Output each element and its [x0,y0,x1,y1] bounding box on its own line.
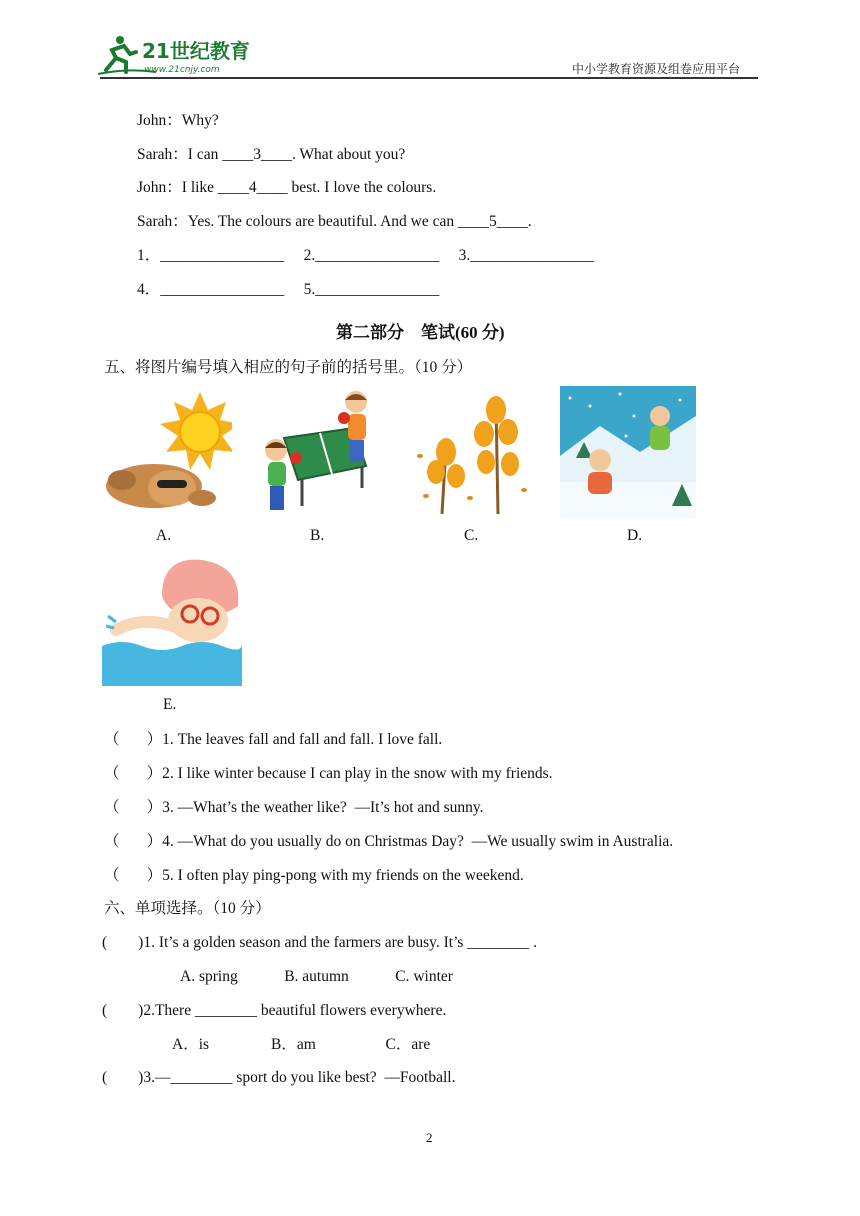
dialogue-line: Sarah：Yes. The colours are beautiful. And we can ____5____. [137,213,532,230]
section6-instruction: 六、单项选择。（10 分） [104,900,271,917]
picture-label: D. [627,527,643,544]
question-2-options: A．is B．am C．are [172,1036,431,1053]
matching-item: （ ）2. I like winter because I can play in the snow with my friends. [104,765,553,782]
snow-play-kids-icon [560,386,696,518]
question-3: ( )3.—________ sport do you like best? —Football. [102,1069,456,1086]
answer-line-row: 1．________________ 2.________________ 3.________________ [137,247,595,264]
dialogue-line: Sarah：I can ____3____. What about you? [137,146,406,163]
picture-e [102,556,242,686]
question-1: ( )1. It’s a golden season and the farmers are busy. It’s ________ . [102,934,538,951]
picture-label: E. [163,696,177,713]
platform-label: 中小学教育资源及组卷应用平台 [572,62,741,76]
dialogue-line: John：I like ____4____ best. I love the colours. [137,179,437,196]
page-number: 2 [426,1130,433,1145]
matching-item: （ ）4. —What do you usually do on Christmas Day? —We usually swim in Australia. [104,833,674,850]
matching-item: （ ）3. —What’s the weather like? —It’s hot and sunny. [104,799,484,816]
header-divider [100,77,758,79]
section5-instruction: 五、将图片编号填入相应的句子前的括号里。（10 分） [104,359,473,376]
picture-label: A. [156,527,172,544]
part-two-title: 第二部分 笔试(60 分) [336,323,505,342]
logo-text: 21世纪教育 [142,39,250,63]
swimmer-icon [102,556,242,686]
dialogue-line: John：Why? [137,112,219,129]
picture-b [254,388,384,518]
answer-line-row: 4．________________ 5.________________ [137,281,440,298]
ping-pong-kids-icon [254,388,384,518]
matching-item: （ ）1. The leaves fall and fall and fall. I love fall. [104,731,443,748]
autumn-trees-icon [406,386,536,518]
picture-d [560,386,696,518]
picture-label: C. [464,527,479,544]
logo-url: www.21cnjy.com [144,65,220,75]
hot-sun-dog-icon [102,388,232,518]
matching-item: （ ）5. I often play ping-pong with my friends on the weekend. [104,867,524,884]
question-2: ( )2.There ________ beautiful flowers everywhere. [102,1002,447,1019]
picture-a [102,388,232,518]
site-logo [96,32,266,76]
question-1-options: A. spring B. autumn C. winter [180,968,453,985]
picture-c [406,386,536,518]
picture-label: B. [310,527,325,544]
